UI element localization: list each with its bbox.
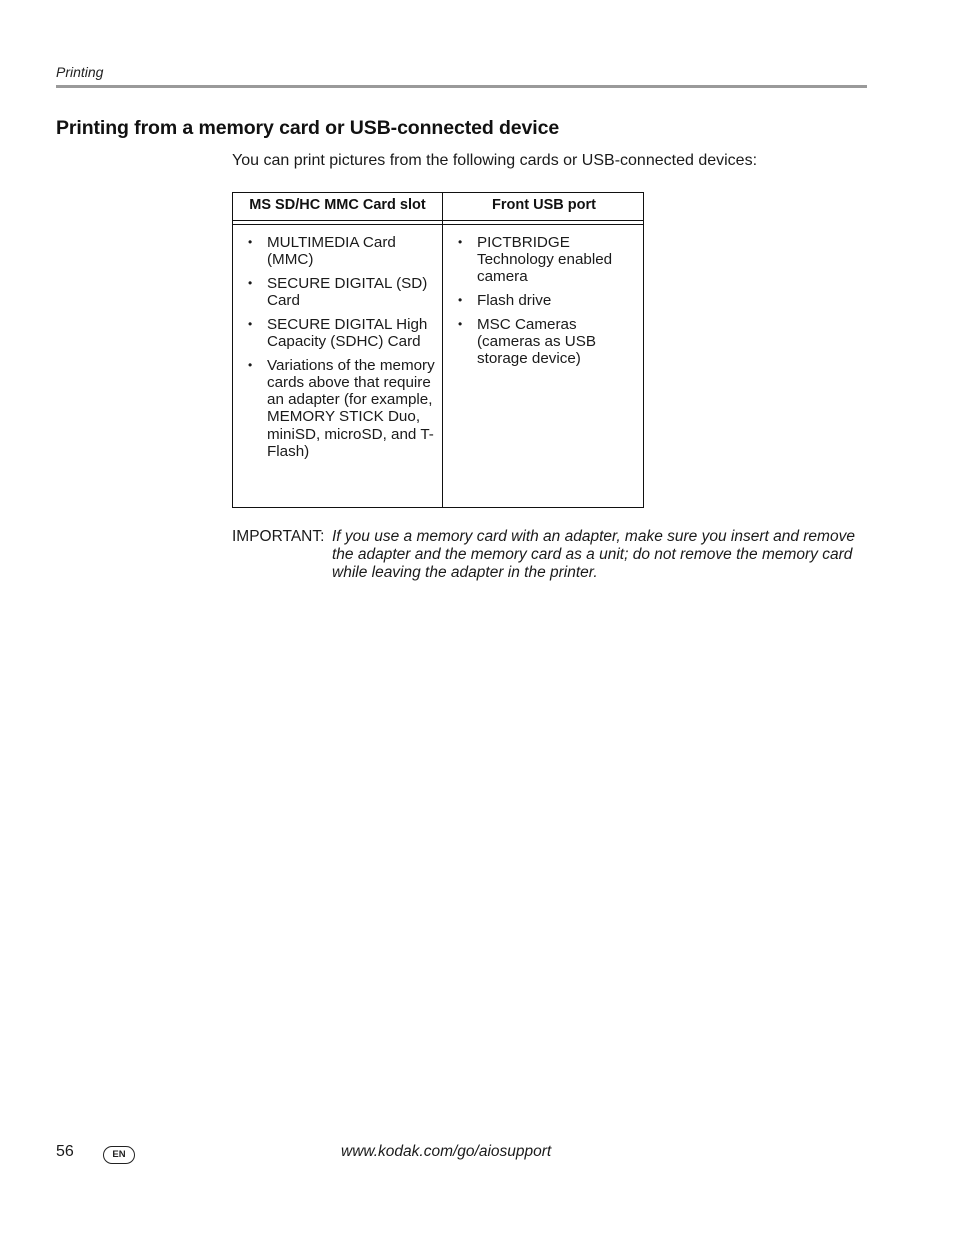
footer-url: www.kodak.com/go/aiosupport bbox=[341, 1143, 552, 1160]
device-table bbox=[232, 192, 644, 508]
table-header-card-slot: MS SD/HC MMC Card slot bbox=[249, 197, 426, 213]
list-item: • SECURE DIGITAL High Capacity (SDHC) Card bbox=[248, 315, 428, 351]
usb-port-list bbox=[443, 234, 639, 374]
list-item: • Flash drive bbox=[458, 292, 552, 310]
section-title: Printing from a memory card or USB-connected device bbox=[56, 117, 560, 139]
important-label: IMPORTANT: bbox=[232, 528, 325, 545]
table-header-usb-port: Front USB port bbox=[492, 197, 596, 213]
important-note: If you use a memory card with an adapter, make sure you insert and remove the adapter and the memory card as a unit; do not remove the memory card while leaving the adapter in the printer. bbox=[332, 528, 855, 581]
bullet-icon: • bbox=[248, 357, 253, 372]
bullet-icon: • bbox=[248, 235, 253, 249]
language-badge: EN bbox=[103, 1146, 135, 1164]
bullet-icon: • bbox=[458, 293, 463, 308]
table-header-rule-bottom bbox=[233, 224, 643, 225]
list-item: • PICTBRIDGE Technology enabled camera bbox=[458, 234, 613, 286]
list-item: • Variations of the memory cards above that require an adapter (for example, MEMORY STICK Duo, miniSD, microSD, and T-Flash) bbox=[248, 356, 435, 460]
list-item: • MULTIMEDIA Card (MMC) bbox=[248, 234, 396, 269]
list-item: • SECURE DIGITAL (SD) Card bbox=[248, 274, 428, 310]
page-number: 56 bbox=[56, 1143, 74, 1160]
bullet-icon: • bbox=[248, 275, 253, 290]
bullet-icon: • bbox=[458, 235, 463, 249]
intro-paragraph: You can print pictures from the following cards or USB-connected devices: bbox=[232, 152, 758, 169]
header-rule bbox=[56, 85, 867, 88]
bullet-icon: • bbox=[458, 316, 463, 331]
list-item: • MSC Cameras (cameras as USB storage device) bbox=[458, 315, 597, 368]
table-header-rule-top bbox=[233, 220, 643, 221]
card-slot-list bbox=[233, 234, 439, 466]
running-head: Printing bbox=[56, 64, 104, 80]
bullet-icon: • bbox=[248, 316, 253, 331]
